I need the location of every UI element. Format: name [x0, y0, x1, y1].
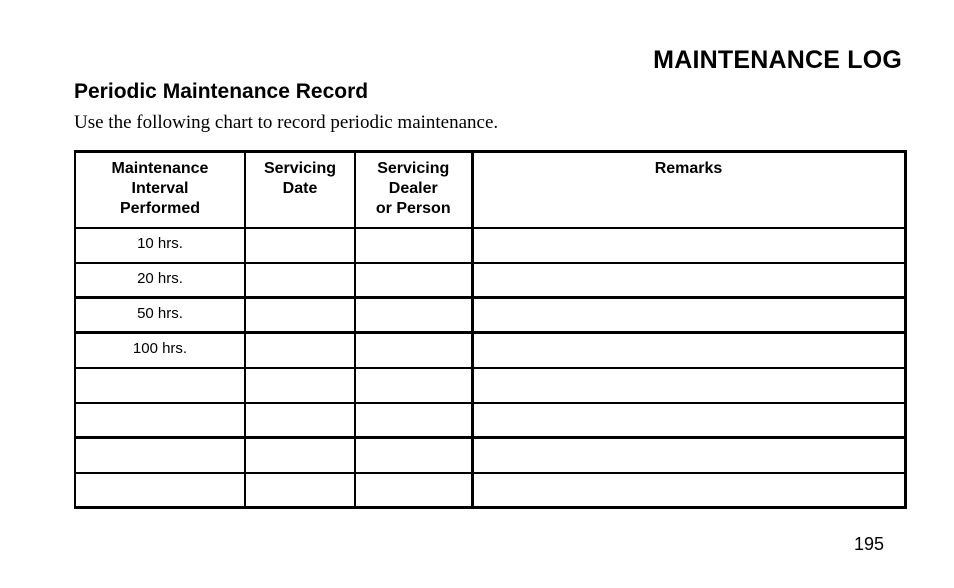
header-label: Servicing Date: [263, 160, 337, 197]
section-title: MAINTENANCE LOG: [653, 46, 902, 74]
dealer-cell[interactable]: [355, 473, 472, 508]
page-number: 195: [854, 534, 885, 554]
remarks-cell[interactable]: [472, 228, 905, 263]
remarks-cell[interactable]: [472, 333, 905, 368]
table-row: [75, 403, 905, 438]
intro-text: Use the following chart to record periodic maintenance.: [74, 112, 499, 133]
interval-cell[interactable]: 50 hrs.: [75, 298, 245, 333]
date-cell[interactable]: [245, 403, 355, 438]
interval-cell[interactable]: [75, 438, 245, 473]
interval-cell[interactable]: 10 hrs.: [75, 228, 245, 263]
dealer-cell[interactable]: [355, 228, 472, 263]
date-cell[interactable]: [245, 368, 355, 403]
header-maintenance-interval: [75, 152, 245, 228]
dealer-cell[interactable]: [355, 298, 472, 333]
date-cell[interactable]: [245, 228, 355, 263]
remarks-cell[interactable]: [472, 438, 905, 473]
remarks-cell[interactable]: [472, 403, 905, 438]
table-row: [75, 228, 905, 263]
subheading: Periodic Maintenance Record: [74, 80, 369, 103]
remarks-cell[interactable]: [472, 473, 905, 508]
interval-cell[interactable]: [75, 473, 245, 508]
header-servicing-date: [245, 152, 355, 228]
date-cell[interactable]: [245, 473, 355, 508]
remarks-cell[interactable]: [472, 263, 905, 298]
date-cell[interactable]: [245, 298, 355, 333]
dealer-cell[interactable]: [355, 438, 472, 473]
table-header-row: [75, 152, 905, 228]
interval-cell[interactable]: 100 hrs.: [75, 333, 245, 368]
table-row: [75, 298, 905, 333]
header-label: Servicing Dealer or Person: [375, 160, 451, 217]
remarks-cell[interactable]: [472, 368, 905, 403]
table-row: [75, 263, 905, 298]
dealer-cell[interactable]: [355, 368, 472, 403]
interval-cell[interactable]: [75, 368, 245, 403]
header-servicing-dealer: [355, 152, 472, 228]
header-label: Maintenance Interval Performed: [111, 160, 209, 217]
table-row: [75, 473, 905, 508]
maintenance-record-table: [74, 150, 907, 509]
dealer-cell[interactable]: [355, 263, 472, 298]
date-cell[interactable]: [245, 263, 355, 298]
remarks-cell[interactable]: [472, 298, 905, 333]
dealer-cell[interactable]: [355, 333, 472, 368]
table-row: [75, 438, 905, 473]
header-remarks: [472, 152, 905, 228]
date-cell[interactable]: [245, 333, 355, 368]
table-row: [75, 333, 905, 368]
table-row: [75, 368, 905, 403]
interval-cell[interactable]: 20 hrs.: [75, 263, 245, 298]
interval-cell[interactable]: [75, 403, 245, 438]
header-label: Remarks: [654, 160, 723, 177]
dealer-cell[interactable]: [355, 403, 472, 438]
date-cell[interactable]: [245, 438, 355, 473]
